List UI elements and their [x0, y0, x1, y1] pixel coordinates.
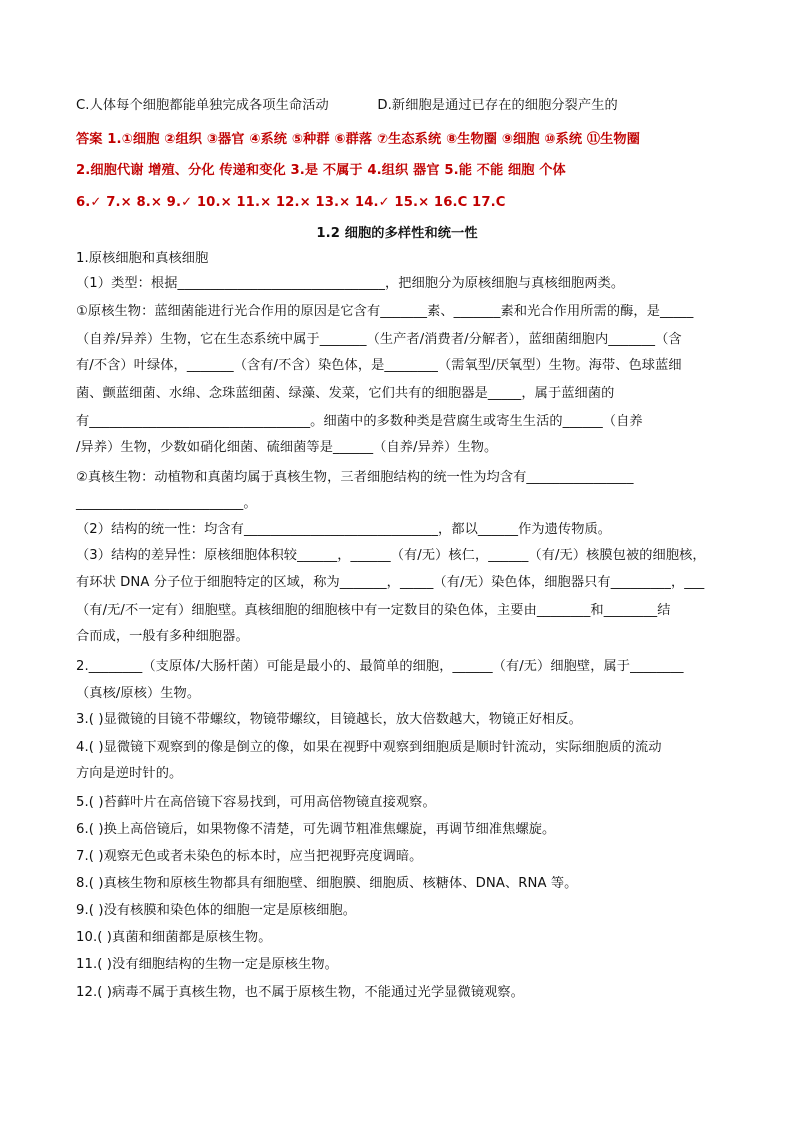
- text-line: （3）结构的差异性：原核细胞体积较______，______（有/无）核仁，______（有/无）核膜包被的细胞核，: [76, 548, 706, 563]
- question-6: 6.( )换上高倍镜后，如果物像不清楚，可先调节粗准焦螺旋，再调节细准焦螺旋。: [76, 822, 556, 837]
- text-line: 2.________（支原体/大肠杆菌）可能是最小的、最简单的细胞，______（有/无）细胞壁，属于________: [76, 659, 684, 674]
- options-line: [76, 96, 726, 116]
- text-line: 有/不含）叶绿体，_______（含有/不含）染色体，是________（需氧型/厌氧型）生物。海带、色球蓝细: [76, 358, 682, 373]
- text-line: 有环状 DNA 分子位于细胞特定的区域，称为_______，_____（有/无）染色体，细胞器只有_________，___: [76, 575, 705, 590]
- option-d: D.新细胞是通过已存在的细胞分裂产生的: [377, 98, 618, 113]
- text-line: （真核/原核）生物。: [76, 686, 201, 701]
- text-line: 菌、颤蓝细菌、水绵、念珠蓝细菌、绿藻、发菜，它们共有的细胞器是_____，属于蓝细菌的: [76, 386, 615, 401]
- answer-line-3: 6.✓ 7.× 8.× 9.✓ 10.× 11.× 12.× 13.× 14.✓ 15.× 16.C 17.C: [76, 195, 506, 210]
- text-line: （1）类型：根据_______________________________，把细胞分为原核细胞与真核细胞两类。: [76, 276, 625, 291]
- question-11: 11.( )没有细胞结构的生物一定是原核生物。: [76, 957, 338, 972]
- text-line: 方向是逆时针的。: [76, 766, 183, 781]
- question-5: 5.( )苔藓叶片在高倍镜下容易找到，可用高倍物镜直接观察。: [76, 795, 436, 810]
- text-line: 有_________________________________。细菌中的多数种类是营腐生或寄生生活的______（自养: [76, 414, 643, 429]
- text-line: （有/无/不一定有）细胞壁。真核细胞的细胞核中有一定数目的染色体，主要由________和________结: [76, 603, 671, 618]
- answer-line-2: 2.细胞代谢 增殖、分化 传递和变化 3.是 不属于 4.组织 器官 5.能 不能 细胞 个体: [76, 163, 566, 178]
- question-3: 3.( )显微镜的目镜不带螺纹，物镜带螺纹，目镜越长，放大倍数越大，物镜正好相反。: [76, 712, 582, 727]
- question-8: 8.( )真核生物和原核生物都具有细胞壁、细胞膜、细胞质、核糖体、DNA、RNA 等。: [76, 876, 578, 891]
- question-10: 10.( )真菌和细菌都是原核生物。: [76, 930, 272, 945]
- text-line: /异养）生物，少数如硝化细菌、硫细菌等是______（自养/异养）生物。: [76, 440, 498, 455]
- text-line: _________________________。: [76, 496, 257, 511]
- question-9: 9.( )没有核膜和染色体的细胞一定是原核细胞。: [76, 903, 357, 918]
- text-line: （自养/异养）生物，它在生态系统中属于_______（生产者/消费者/分解者），蓝细菌细胞内_______（含: [76, 332, 682, 347]
- text-line: 1.原核细胞和真核细胞: [76, 251, 209, 266]
- text-line: （2）结构的统一性：均含有_____________________________，都以______作为遗传物质。: [76, 522, 612, 537]
- text-line: ①原核生物：蓝细菌能进行光合作用的原因是它含有_______素、_______素和光合作用所需的酶，是_____: [76, 304, 694, 319]
- question-12: 12.( )病毒不属于真核生物，也不属于原核生物，不能通过光学显微镜观察。: [76, 985, 524, 1000]
- option-c: C.人体每个细胞都能单独完成各项生命活动: [76, 98, 329, 113]
- answer-line-1: 答案 1.①细胞 ②组织 ③器官 ④系统 ⑤种群 ⑥群落 ⑦生态系统 ⑧生物圈 ⑨细胞 ⑩系统 ⑪生物圈: [76, 132, 640, 147]
- text-line: ②真核生物：动植物和真菌均属于真核生物，三者细胞结构的统一性为均含有________________: [76, 470, 634, 485]
- text-line: 合而成，一般有多种细胞器。: [76, 629, 249, 644]
- section-title: 1.2 细胞的多样性和统一性: [316, 226, 478, 241]
- question-7: 7.( )观察无色或者未染色的标本时，应当把视野亮度调暗。: [76, 849, 423, 864]
- question-4: 4.( )显微镜下观察到的像是倒立的像，如果在视野中观察到细胞质是顺时针流动，实际细胞质的流动: [76, 740, 662, 755]
